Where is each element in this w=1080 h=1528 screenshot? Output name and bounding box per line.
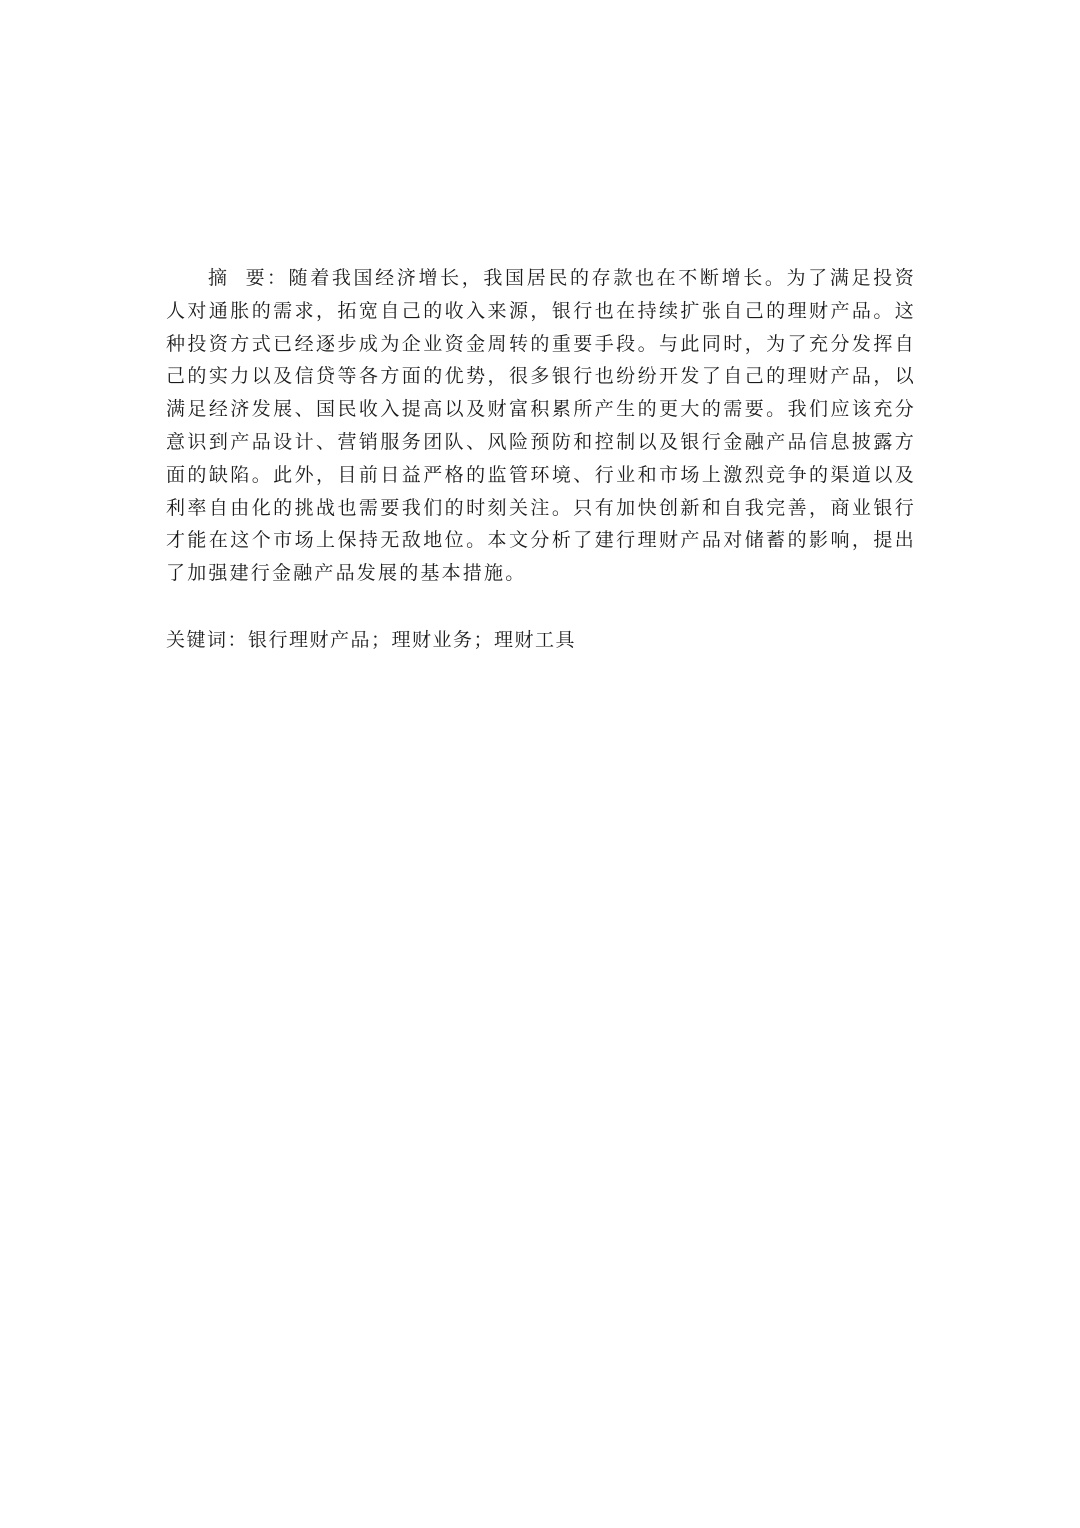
abstract-label: 摘 要： — [208, 267, 289, 289]
keywords-text: 银行理财产品；理财业务；理财工具 — [248, 629, 577, 651]
keywords-line — [166, 624, 916, 656]
abstract-text: 随着我国经济增长，我国居民的存款也在不断增长。为了满足投资人对通胀的需求，拓宽自己的收入来源，银行也在持续扩张自己的理财产品。这种投资方式已经逐步成为企业资金周转的重要手段。与此同时，为了充分发挥自己的实力以及信贷等各方面的优势，很多银行也纷纷开发了自己的理财产品，以满足经济发展、国民收入提高以及财富积累所产生的更大的需要。我们应该充分意识到产品设计、营销服务团队、风险预防和控制以及银行金融产品信息披露方面的缺陷。此外，目前日益严格的监管环境、行业和市场上激烈竞争的渠道以及利率自由化的挑战也需要我们的时刻关注。只有加快创新和自我完善，商业银行才能在这个市场上保持无敌地位。本文分析了建行理财产品对储蓄的影响，提出了加强建行金融产品发展的基本措施。 — [166, 267, 916, 585]
keywords-label: 关键词： — [166, 629, 249, 651]
abstract-paragraph — [166, 262, 916, 590]
